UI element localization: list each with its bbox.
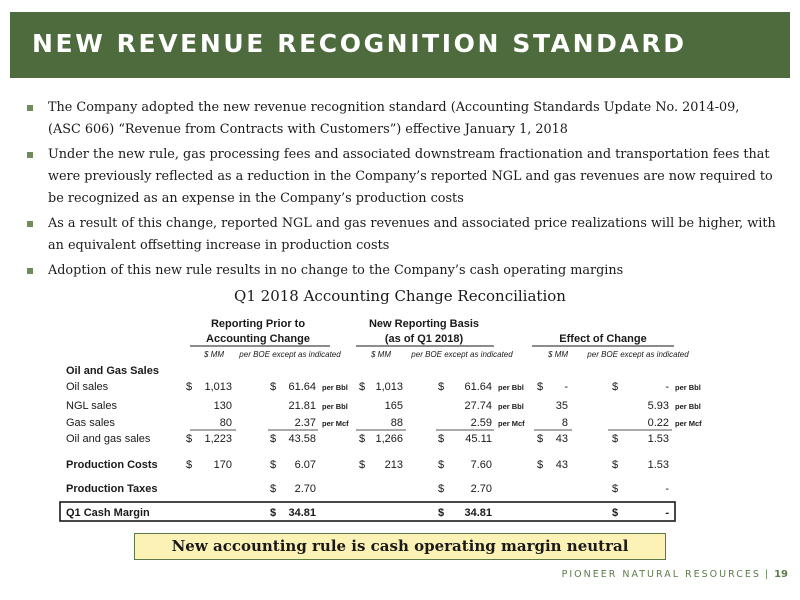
currency-symbol: $ (359, 433, 366, 445)
row-label: NGL sales (66, 400, 117, 412)
cell-effect-boe: 5.93 (647, 400, 669, 412)
subheader-mm: $ MM (548, 350, 568, 359)
cell-prior-mm: 170 (213, 459, 232, 471)
currency-symbol: $ (537, 381, 544, 393)
row-label: Gas sales (66, 417, 115, 429)
page-title: NEW REVENUE RECOGNITION STANDARD (32, 29, 687, 58)
cell-effect-unit: per Bbl (675, 383, 701, 392)
bullet-text: The Company adopted the new revenue recognition standard (Accounting Standards Update No. 2014-09, (ASC 606) “Revenue from Contracts with Customers”) effective January 1, 2018 (48, 100, 740, 137)
cell-prior-mm: 80 (219, 417, 232, 429)
row-label: Oil and gas sales (66, 433, 151, 445)
cell-effect-mm: 35 (555, 400, 568, 412)
table-row (66, 400, 701, 412)
cell-prior-mm: 1,013 (204, 381, 232, 393)
cell-prior-boe: 6.07 (294, 459, 316, 471)
group-header-prior-line2: Accounting Change (206, 333, 310, 345)
cell-new-boe: 2.70 (470, 483, 492, 495)
cell-new-boe: 61.64 (464, 381, 492, 393)
group-header-new-line1: New Reporting Basis (368, 318, 480, 330)
cell-new-boe: 27.74 (464, 400, 492, 412)
cell-new-mm: 165 (384, 400, 403, 412)
cell-new-boe: 34.81 (464, 507, 492, 519)
bullet-text: Under the new rule, gas processing fees and associated downstream fractionation and transportation fees that were previously reflected as a reduction in the Company’s reported NGL and gas revenues are now required to be recognized as an expense in the Company’s production costs (48, 147, 773, 206)
row-label: Production Costs (66, 459, 158, 471)
cell-new-boe: 2.59 (470, 417, 492, 429)
currency-symbol: $ (438, 507, 445, 519)
currency-symbol: $ (438, 483, 445, 495)
page-number: 19 (774, 569, 788, 580)
table-row (66, 417, 702, 429)
currency-symbol: $ (612, 433, 619, 445)
subheader-boe: per BOE except as indicated (411, 350, 513, 359)
currency-symbol: $ (186, 381, 193, 393)
cell-prior-boe: 21.81 (288, 400, 316, 412)
cell-new-boe: 45.11 (465, 433, 492, 445)
cell-new-mm: 1,266 (375, 433, 403, 445)
cell-prior-boe: 61.64 (288, 381, 316, 393)
currency-symbol: $ (612, 381, 619, 393)
footer-separator: | (764, 569, 771, 580)
subheader-mm: $ MM (371, 350, 391, 359)
subheader-boe: per BOE except as indicated (239, 350, 341, 359)
currency-symbol: $ (270, 433, 277, 445)
cell-effect-boe: 1.53 (647, 433, 669, 445)
subheader-mm: $ MM (204, 350, 224, 359)
cell-effect-mm: 43 (555, 433, 568, 445)
currency-symbol: $ (186, 433, 193, 445)
currency-symbol: $ (438, 381, 445, 393)
currency-symbol: $ (612, 507, 619, 519)
currency-symbol: $ (612, 483, 619, 495)
currency-symbol: $ (270, 483, 277, 495)
bullet-text: As a result of this change, reported NGL and gas revenues and associated price realizations will be higher, with an equivalent offsetting increase in production costs (48, 216, 776, 253)
table-row (66, 459, 669, 471)
table-row (66, 507, 669, 519)
cell-prior-mm: 130 (213, 400, 232, 412)
subheader-boe: per BOE except as indicated (587, 350, 689, 359)
cell-effect-unit: per Bbl (675, 402, 701, 411)
currency-symbol: $ (270, 381, 277, 393)
currency-symbol: $ (537, 433, 544, 445)
cell-effect-mm: - (564, 381, 568, 393)
table-row (66, 483, 669, 495)
cell-effect-boe: 0.22 (647, 417, 669, 429)
cash-margin-box (60, 502, 675, 521)
cell-new-mm: 213 (384, 459, 403, 471)
table-row (66, 433, 669, 445)
table-title: Q1 2018 Accounting Change Reconciliation (234, 287, 566, 305)
cell-new-unit: per Bbl (498, 402, 524, 411)
currency-symbol: $ (186, 459, 193, 471)
footer (562, 569, 788, 580)
row-label: Production Taxes (66, 483, 158, 495)
currency-symbol: $ (359, 381, 366, 393)
company-name: PIONEER NATURAL RESOURCES (561, 569, 761, 580)
cell-prior-unit: per Bbl (322, 402, 348, 411)
cell-effect-mm: 8 (561, 417, 568, 429)
cell-effect-boe: - (665, 381, 669, 393)
cell-prior-boe: 43.58 (288, 433, 316, 445)
cell-effect-boe: - (665, 483, 669, 495)
currency-symbol: $ (270, 507, 277, 519)
row-label: Oil sales (66, 381, 109, 393)
cell-effect-boe: - (665, 507, 669, 519)
cell-effect-unit: per Mcf (675, 419, 702, 428)
row-label: Q1 Cash Margin (66, 507, 150, 519)
currency-symbol: $ (270, 459, 277, 471)
cell-prior-boe: 34.81 (288, 507, 316, 519)
cell-effect-mm: 43 (555, 459, 568, 471)
currency-symbol: $ (612, 459, 619, 471)
currency-symbol: $ (537, 459, 544, 471)
section-label: Oil and Gas Sales (66, 365, 159, 377)
cell-prior-unit: per Mcf (322, 419, 349, 428)
bullet-text: Adoption of this new rule results in no change to the Company’s cash operating margins (48, 263, 624, 278)
group-header-effect: Effect of Change (559, 333, 647, 345)
currency-symbol: $ (438, 433, 445, 445)
cell-prior-unit: per Bbl (322, 383, 348, 392)
cell-new-unit: per Bbl (498, 383, 524, 392)
cell-new-boe: 7.60 (470, 459, 492, 471)
cell-new-unit: per Mcf (498, 419, 525, 428)
cell-prior-boe: 2.70 (294, 483, 316, 495)
currency-symbol: $ (438, 459, 445, 471)
table-row (66, 381, 701, 393)
group-header-new-line2: (as of Q1 2018) (384, 333, 464, 345)
cell-new-mm: 88 (390, 417, 403, 429)
cell-new-mm: 1,013 (375, 381, 403, 393)
cell-effect-boe: 1.53 (647, 459, 669, 471)
currency-symbol: $ (359, 459, 366, 471)
cell-prior-mm: 1,223 (204, 433, 232, 445)
cell-prior-boe: 2.37 (294, 417, 316, 429)
callout-box: New accounting rule is cash operating margin neutral (134, 533, 666, 560)
group-header-prior-line1: Reporting Prior to (210, 318, 306, 330)
